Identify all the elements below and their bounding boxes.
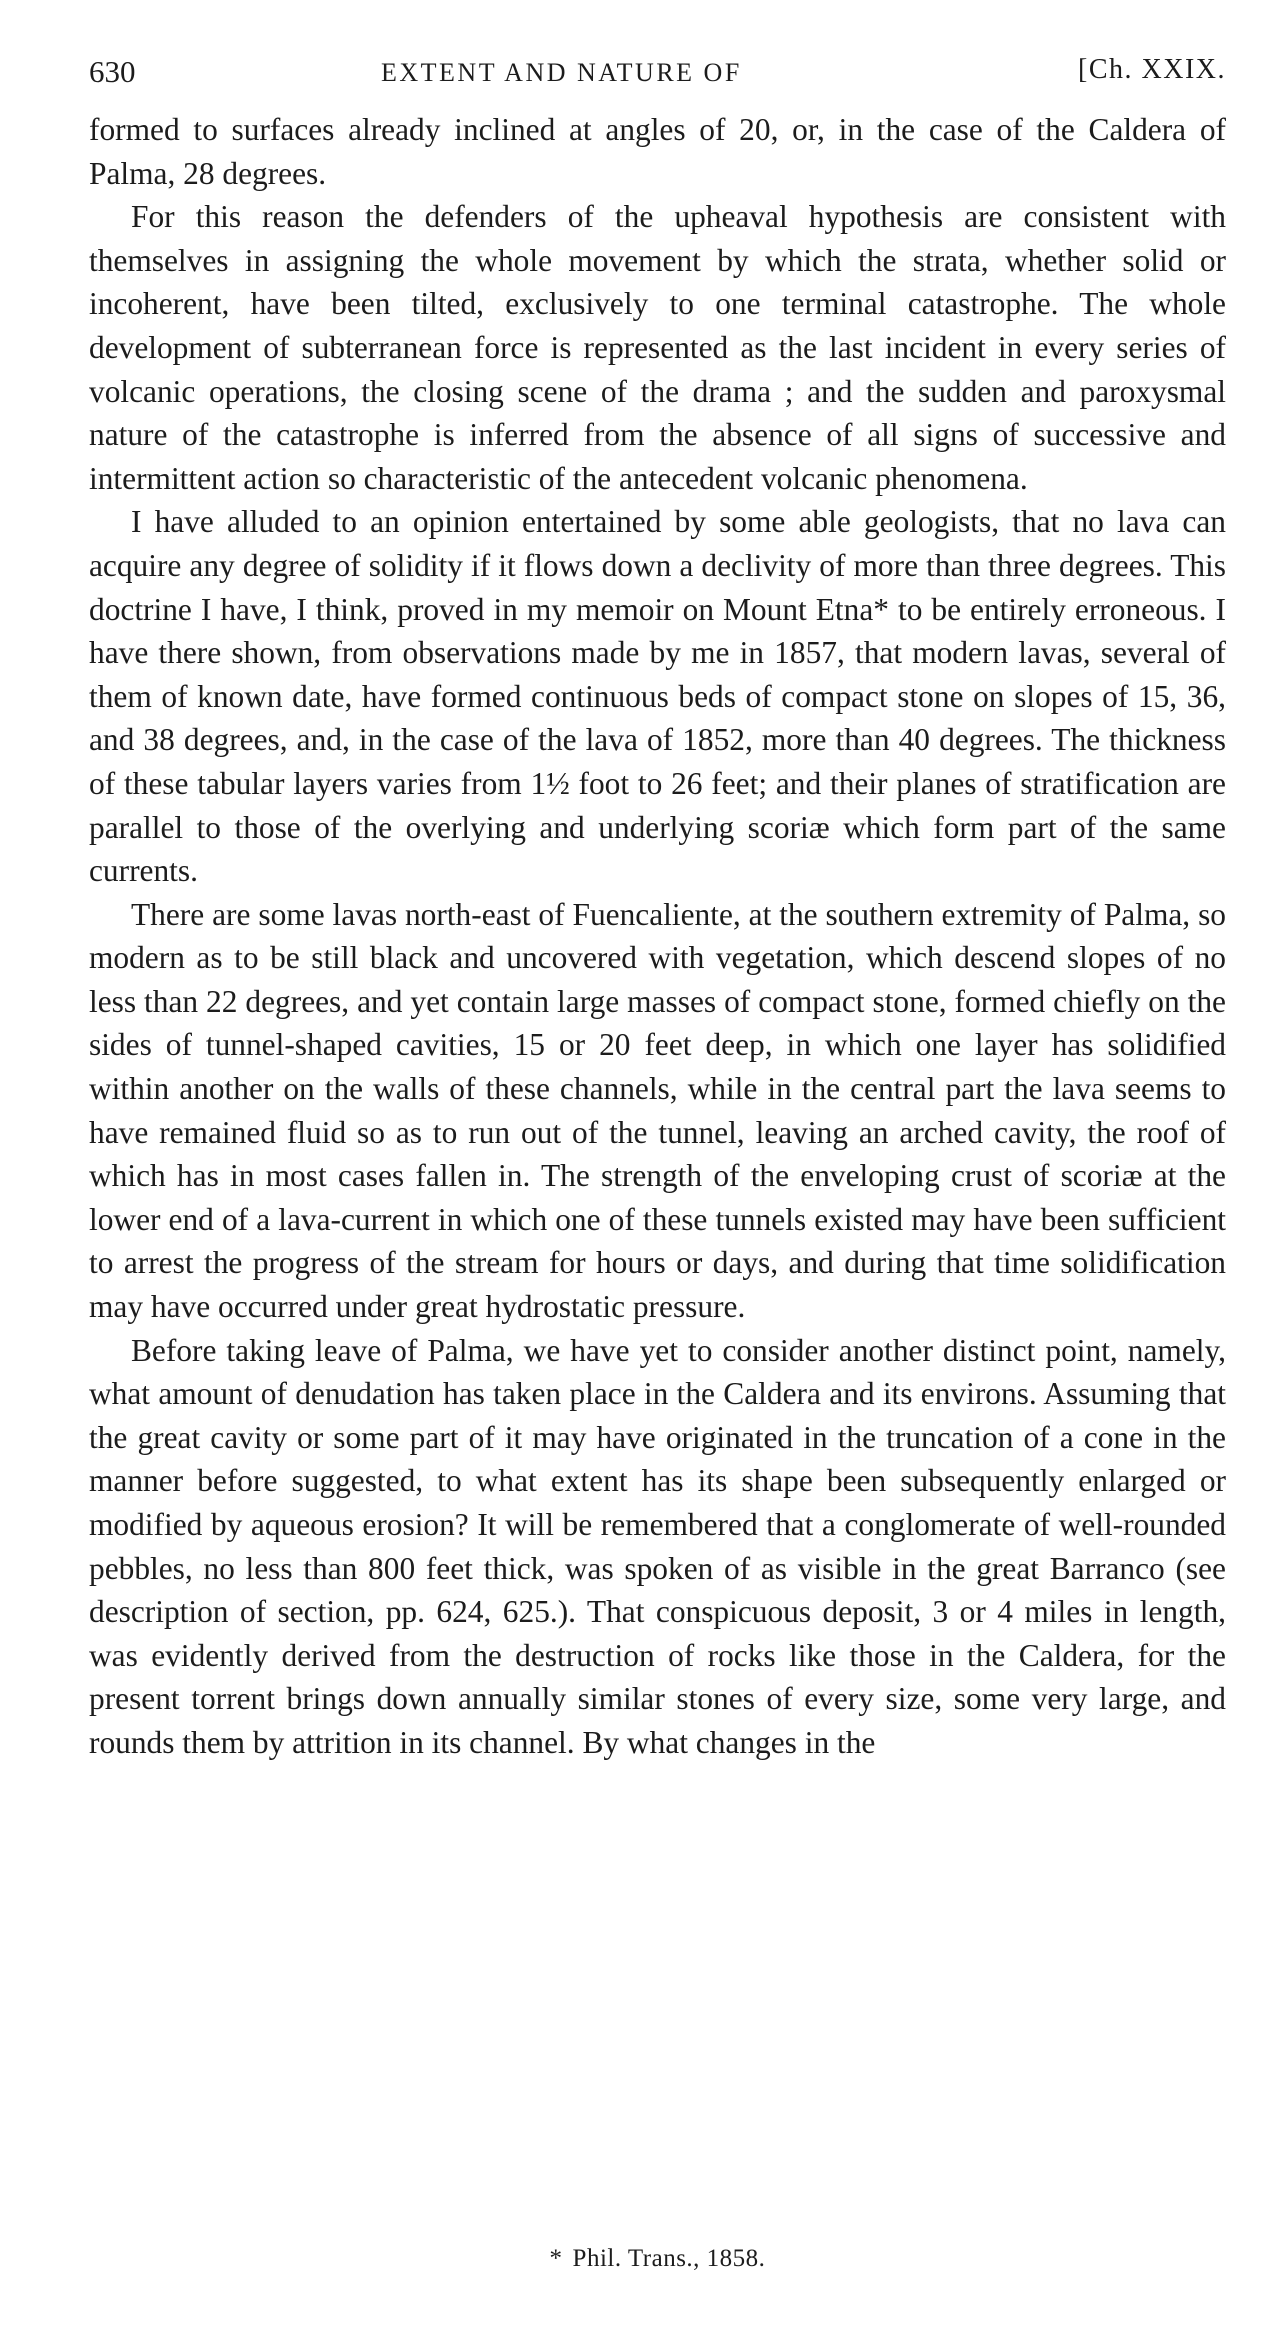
running-title: EXTENT AND NATURE OF	[381, 58, 742, 87]
body-text	[89, 108, 1226, 1765]
footnote-marker: *	[549, 2245, 563, 2272]
paragraph-continued: formed to surfaces already inclined at angles of 20, or, in the case of the Caldera of Palma, 28 degrees.	[89, 112, 1226, 191]
running-header	[89, 48, 1226, 92]
paragraph: I have alluded to an opinion entertained by some able geologists, that no lava can acquire any degree of solidity if it flows down a declivity of more than three degrees. This doctrine I have, I think, proved in my memoir on Mount Etna* to be entirely erroneous. I have there shown, from observations made by me in 1857, that modern lavas, several of them of known date, have formed continuous beds of compact stone on slopes of 15, 36, and 38 degrees, and, in the case of the lava of 1852, more than 40 degrees. The thickness of these tabular layers varies from 1½ foot to 26 feet; and their planes of stratification are parallel to those of the overlying and underlying scoriæ which form part of the same currents.	[89, 504, 1226, 889]
paragraph: There are some lavas north-east of Fuencaliente, at the southern extremity of Palma, so modern as to be still black and uncovered with vegetation, which descend slopes of no less than 22 degrees, and yet contain large masses of compact stone, formed chiefly on the sides of tunnel-shaped cavities, 15 or 20 feet deep, in which one layer has solidified within another on the walls of these channels, while in the central part the lava seems to have remained fluid so as to run out of the tunnel, leaving an arched cavity, the roof of which has in most cases fallen in. The strength of the enveloping crust of scoriæ at the lower end of a lava-current in which one of these tunnels existed may have been sufficient to arrest the progress of the stream for hours or days, and during that time solidification may have occurred under great hydrostatic pressure.	[89, 896, 1226, 1325]
footnote-text: Phil. Trans., 1858.	[572, 2245, 766, 2272]
paragraph: For this reason the defenders of the upheaval hypothesis are consistent with themselves in assigning the whole movement by which the strata, whether solid or incoherent, have been tilted, exclusively to one terminal catastrophe. The whole development of subterranean force is represented as the last incident in every series of volcanic operations, the closing scene of the drama ; and the sudden and paroxysmal nature of the catastrophe is inferred from the absence of all signs of successive and intermittent action so characteristic of the antecedent volcanic phenomena.	[89, 199, 1226, 496]
chapter-label: [Ch. XXIX.	[1078, 54, 1226, 85]
page-number: 630	[89, 54, 136, 89]
paragraph: Before taking leave of Palma, we have yet to consider another distinct point, namely, what amount of denudation has taken place in the Caldera and its environs. Assuming that the great cavity or some part of it may have originated in the truncation of a cone in the manner before suggested, to what extent has its shape been subsequently enlarged or modified by aqueous erosion? It will be remembered that a conglomerate of well-rounded pebbles, no less than 800 feet thick, was spoken of as visible in the great Barranco (see description of section, pp. 624, 625.). That conspicuous deposit, 3 or 4 miles in length, was evidently derived from the destruction of rocks like those in the Caldera, for the present torrent brings down annually similar stones of every size, some very large, and rounds them by attrition in its channel. By what changes in the	[89, 1332, 1226, 1760]
footnote	[89, 2245, 1226, 2273]
book-page	[89, 48, 1226, 1765]
